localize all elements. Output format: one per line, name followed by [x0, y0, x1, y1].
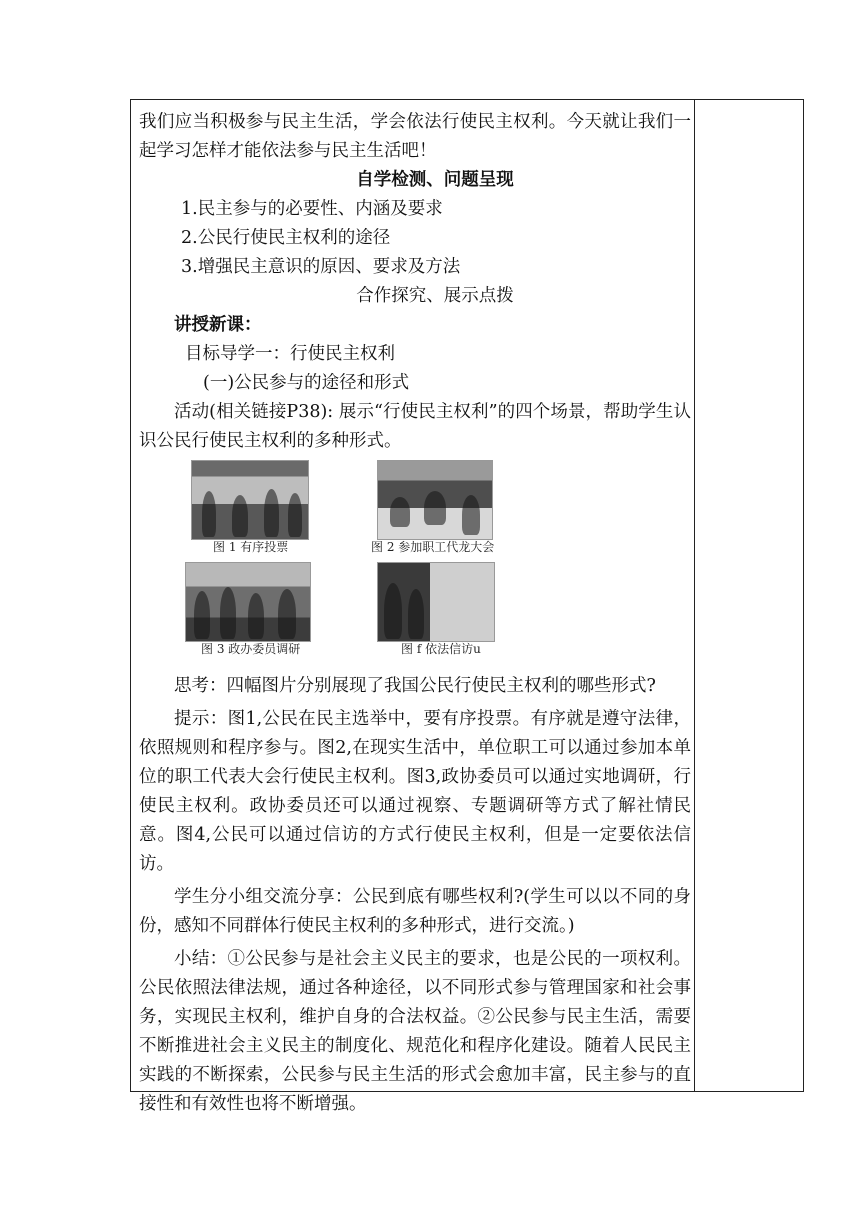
list-item: 1.民主参与的必要性、内涵及要求: [181, 199, 443, 219]
photo-caption: 图 1 有序投票: [213, 540, 289, 554]
photo-survey: [185, 562, 311, 642]
lesson-table: [130, 99, 804, 1114]
photo-caption: 图 2 参加职工代龙大会: [371, 540, 495, 554]
photo-grid: [139, 458, 691, 670]
photo-voting: [191, 460, 309, 540]
intro-text: 我们应当积极参与民主生活，学会依法行使民主权利。今天就让我们一起学习怎样才能依法参与民主生活吧！: [139, 112, 691, 161]
goal-heading: 目标导学一：行使民主权利: [185, 344, 395, 364]
section-title: 自学检测、问题呈现: [356, 170, 514, 190]
question-text: 思考：四幅图片分别展现了我国公民行使民主权利的哪些形式?: [174, 676, 656, 696]
photo-congress: [377, 460, 493, 540]
list-item: 2.公民行使民主权利的途径: [181, 228, 391, 248]
lesson-heading: 讲授新课：: [174, 315, 262, 335]
subtitle: 合作探究、展示点拨: [356, 286, 514, 306]
photo-caption: 图 f 依法信访u: [401, 642, 481, 656]
list-item: 3.增强民主意识的原因、要求及方法: [181, 257, 461, 277]
photo-caption: 图 3 政办委员调研: [201, 642, 301, 656]
group-text: 学生分小组交流分享：公民到底有哪些权利?(学生可以以不同的身份，感知不同群体行使民主权利的多种形式，进行交流。): [139, 887, 691, 936]
column-divider: [694, 100, 695, 1091]
summary-text: 小结：①公民参与是社会主义民主的要求，也是公民的一项权利。公民依照法律法规，通过各种途径，以不同形式参与管理国家和社会事务，实现民主权利，维护自身的合法权益。②公民参与民主生活，需要不断推进社会主义民主的制度化、规范化和程序化建设。随着人民民主实践的不断探索，公民参与民主生活的形式会愈加丰富，民主参与的直接性和有效性也将不断增强。: [139, 949, 691, 1114]
subsection-heading: (一)公民参与的途径和形式: [203, 373, 410, 393]
activity-text: 活动(相关链接P38): 展示“行使民主权利”的四个场景，帮助学生认识公民行使民主权利的多种形式。: [139, 402, 691, 451]
photo-petition: [377, 562, 495, 642]
content-cell: [139, 108, 691, 1119]
hint-text: 提示：图1,公民在民主选举中，要有序投票。有序就是遵守法律，依照规则和程序参与。图2,在现实生活中，单位职工可以通过参加本单位的职工代表大会行使民主权利。图3,政协委员可以通过实地调研，行使民主权利。政协委员还可以通过视察、专题调研等方式了解社情民意。图4,公民可以通过信访的方式行使民主权利，但是一定要依法信访。: [139, 709, 691, 874]
question-list: [139, 195, 691, 282]
